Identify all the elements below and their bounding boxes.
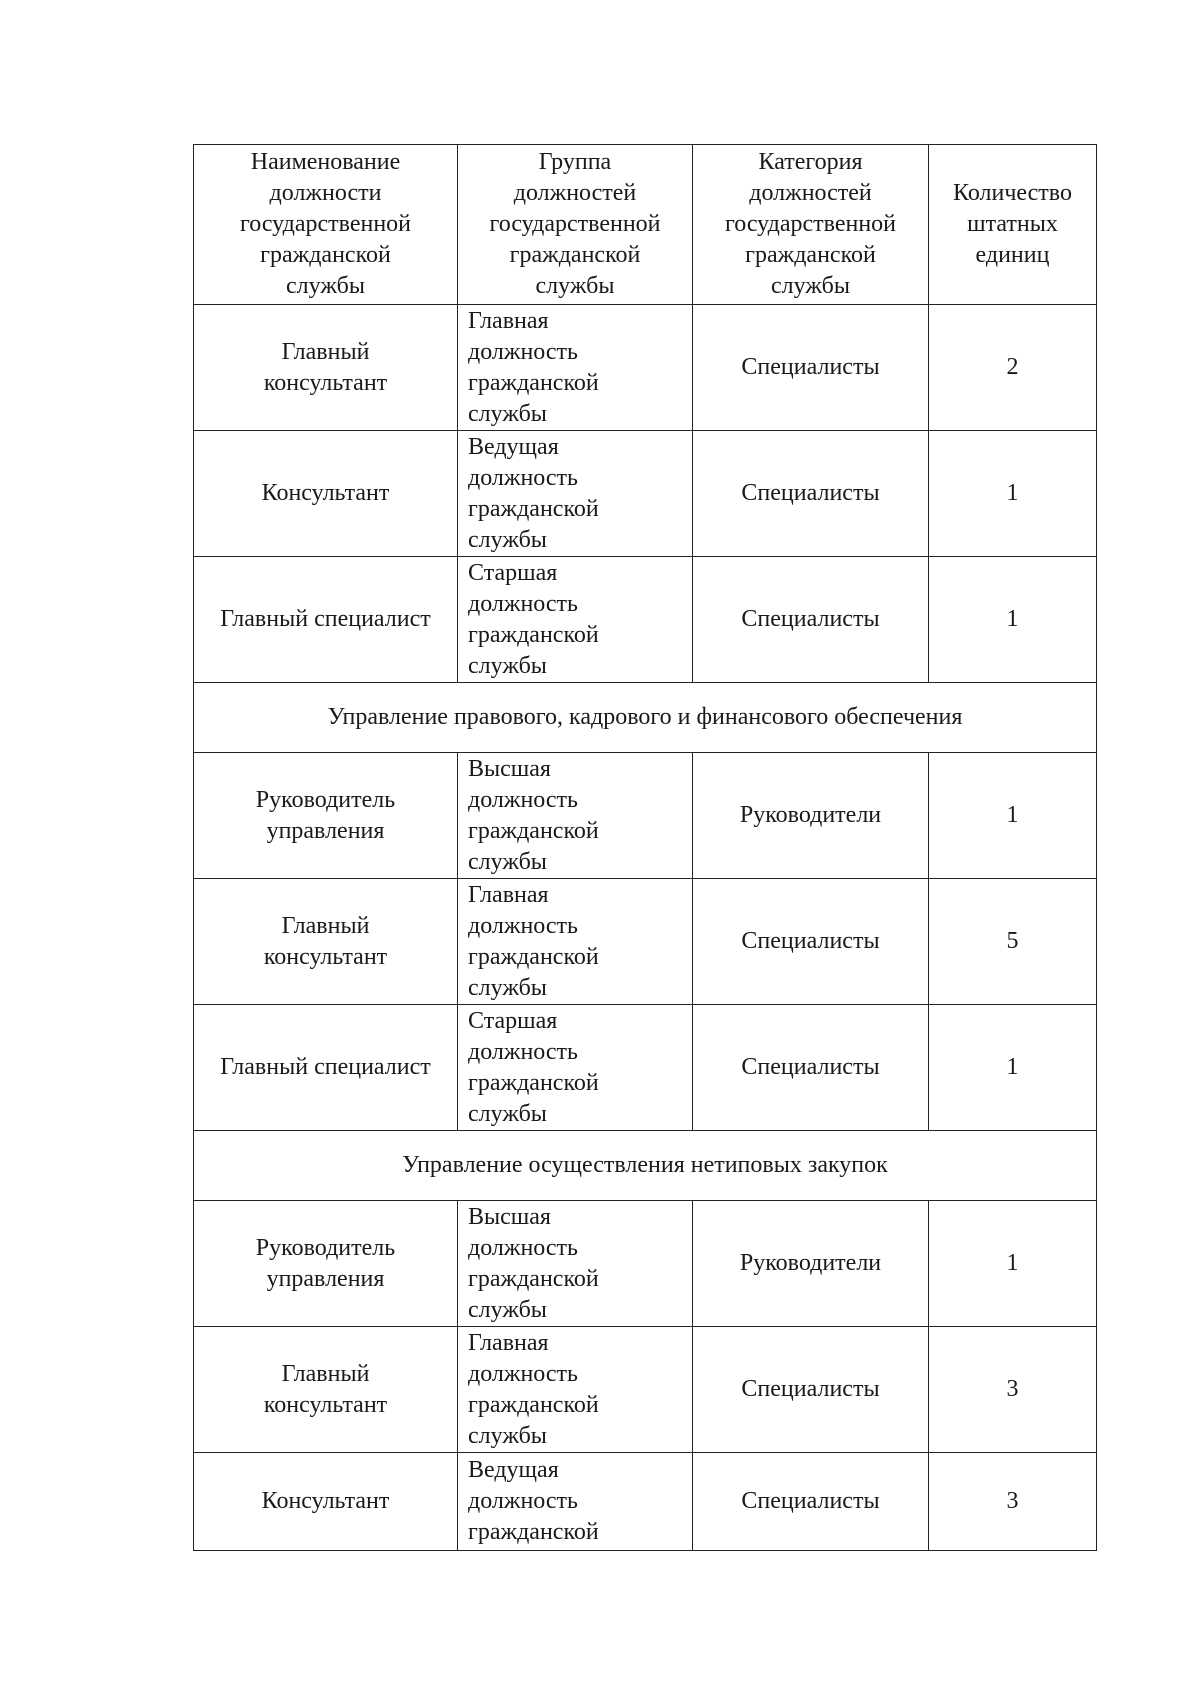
table-row <box>194 1453 1097 1551</box>
position-name-cell: Консультант <box>194 1453 458 1551</box>
header-position-name: Наименование должности государственной гражданской службы <box>194 145 458 305</box>
staff-count-cell: 5 <box>929 879 1097 1005</box>
position-group-cell: Главная должность гражданской службы <box>458 1327 693 1453</box>
staff-count-cell: 1 <box>929 1005 1097 1131</box>
header-position-category: Категория должностей государственной гражданской службы <box>693 145 929 305</box>
staff-count-cell: 3 <box>929 1327 1097 1453</box>
position-category-cell: Специалисты <box>693 1005 929 1131</box>
position-category-cell: Специалисты <box>693 431 929 557</box>
position-name-cell: Главный специалист <box>194 1005 458 1131</box>
table-row <box>194 1005 1097 1131</box>
position-category-cell: Руководители <box>693 753 929 879</box>
position-group-cell: Старшая должность гражданской службы <box>458 1005 693 1131</box>
position-group-cell: Старшая должность гражданской службы <box>458 557 693 683</box>
staff-count-cell: 1 <box>929 431 1097 557</box>
table-row <box>194 305 1097 431</box>
staff-count-cell: 3 <box>929 1453 1097 1551</box>
position-group-cell: Ведущая должность гражданской службы <box>458 431 693 557</box>
table-row <box>194 1327 1097 1453</box>
header-position-group: Группа должностей государственной гражданской службы <box>458 145 693 305</box>
staff-count-cell: 1 <box>929 557 1097 683</box>
section-title: Управление осуществления нетиповых закупок <box>194 1131 1097 1201</box>
position-group-cell: Ведущая должность гражданской <box>458 1453 693 1551</box>
section-header-row <box>194 1131 1097 1201</box>
section-title: Управление правового, кадрового и финансового обеспечения <box>194 683 1097 753</box>
position-group-cell: Главная должность гражданской службы <box>458 305 693 431</box>
staff-count-cell: 1 <box>929 1201 1097 1327</box>
position-category-cell: Специалисты <box>693 1453 929 1551</box>
position-category-cell: Руководители <box>693 1201 929 1327</box>
position-category-cell: Специалисты <box>693 557 929 683</box>
position-category-cell: Специалисты <box>693 305 929 431</box>
staff-count-cell: 2 <box>929 305 1097 431</box>
position-category-cell: Специалисты <box>693 879 929 1005</box>
position-name-cell: Главный консультант <box>194 879 458 1005</box>
staff-count-cell: 1 <box>929 753 1097 879</box>
position-group-cell: Главная должность гражданской службы <box>458 879 693 1005</box>
header-staff-count: Количество штатных единиц <box>929 145 1097 305</box>
position-name-cell: Руководитель управления <box>194 753 458 879</box>
table-row <box>194 557 1097 683</box>
table-row <box>194 431 1097 557</box>
position-group-cell: Высшая должность гражданской службы <box>458 753 693 879</box>
position-name-cell: Главный консультант <box>194 1327 458 1453</box>
position-name-cell: Главный специалист <box>194 557 458 683</box>
position-name-cell: Консультант <box>194 431 458 557</box>
section-header-row <box>194 683 1097 753</box>
position-name-cell: Руководитель управления <box>194 1201 458 1327</box>
table-row <box>194 1201 1097 1327</box>
table-header-row <box>194 145 1097 305</box>
table-row <box>194 879 1097 1005</box>
table-row <box>194 753 1097 879</box>
staffing-table <box>193 144 1097 1551</box>
position-category-cell: Специалисты <box>693 1327 929 1453</box>
position-name-cell: Главный консультант <box>194 305 458 431</box>
position-group-cell: Высшая должность гражданской службы <box>458 1201 693 1327</box>
